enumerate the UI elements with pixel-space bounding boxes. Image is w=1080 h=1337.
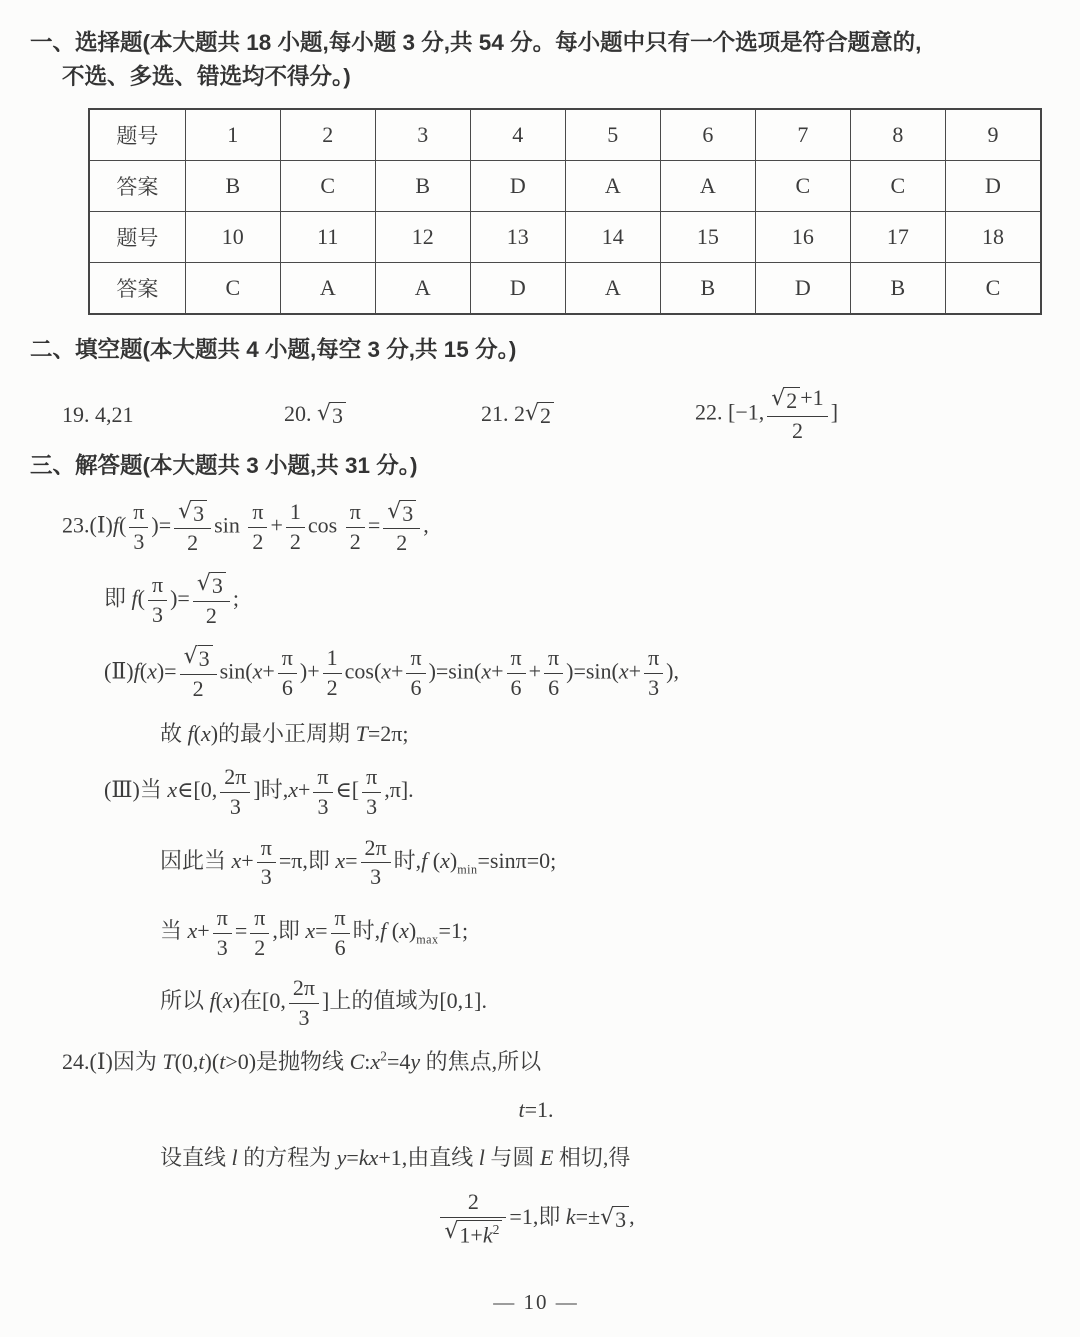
solution-line: 所以 f(x)在[0, $\frac{2\pi}{3}$ ]上的值域为[0,1]. [160, 975, 487, 1030]
solution-line: 故 f(x)的最小正周期 T=2π; [160, 720, 409, 746]
solution-line: 因此当 x+ $\frac{\pi}{3}$ =π,即 x= $\frac{2\pi}{3}$ 时,f $(x)_{min}=\sin\pi=0$; [160, 834, 557, 890]
solution-line: 当 x+ $\frac{\pi}{3}$ = $\frac{\pi}{2}$ ,即 x= $\frac{\pi}{6}$ 时,f $(x)_{max}=1$; [160, 904, 469, 960]
solution-lines [30, 499, 1042, 1248]
section1-heading [30, 26, 1042, 60]
solution-line: 23.(Ⅰ)f( $\frac{\pi}{3}$ )= √ 3 2 sin $\frac{\pi}{2}$ + $\frac{1}{2}$ cos $\frac{\pi}{2}$ = √ 3 2 , [62, 498, 429, 556]
answer-cell: 16 [755, 211, 850, 262]
answer-cell: 17 [850, 211, 945, 262]
fill-answer: 22. [−1, √ 2 +1 2 ] [695, 385, 839, 443]
answer-cell: D [755, 262, 850, 314]
row-label: 答案 [89, 262, 185, 314]
table-row [89, 160, 1041, 211]
answer-cell: B [660, 262, 755, 314]
section3-title: 三、解答题 [30, 453, 143, 479]
section2-heading [30, 333, 1042, 367]
answer-cell: 3 [375, 109, 470, 161]
section3-heading [30, 449, 1042, 483]
section-multiple-choice [30, 26, 1042, 333]
table-row [89, 109, 1041, 161]
answer-cell: 1 [185, 109, 280, 161]
answer-cell: D [470, 262, 565, 314]
answer-cell: 6 [660, 109, 755, 161]
fill-answer: 21. 2 √ 2 [481, 401, 695, 429]
answer-cell: 11 [280, 211, 375, 262]
answer-cell: A [660, 160, 755, 211]
row-label: 题号 [89, 109, 185, 161]
answer-cell: 14 [565, 211, 660, 262]
answer-cell: 2 [280, 109, 375, 161]
answer-cell: 12 [375, 211, 470, 262]
answer-table [88, 108, 1042, 315]
answer-cell: 15 [660, 211, 755, 262]
answer-cell: 8 [850, 109, 945, 161]
answer-cell: C [945, 262, 1041, 314]
row-label: 答案 [89, 160, 185, 211]
answer-cell: A [565, 262, 660, 314]
answer-cell: C [185, 262, 280, 314]
answer-cell: 5 [565, 109, 660, 161]
section1-desc-line2: 不选、多选、错选均不得分。) [62, 63, 351, 89]
section2-title: 二、填空题 [30, 336, 143, 362]
section1-title: 一、选择题 [30, 30, 143, 55]
section-fill-in [30, 333, 1042, 450]
section3-desc: (本大题共 3 小题,共 31 分。) [142, 453, 418, 479]
solution-line: 24.(Ⅰ)因为 T(0,t)(t>0)是抛物线 $C:x^2=4y$ 的焦点,所以 [62, 1049, 542, 1075]
solution-line: 设直线 l 的方程为 y=kx+1,由直线 l 与圆 E 相切,得 [160, 1145, 631, 1171]
answer-cell: 9 [945, 109, 1041, 161]
solution-line: t=1. [518, 1097, 554, 1123]
solution-line: 即 f( $\frac{\pi}{3}$ )= √ 3 2 ; [104, 571, 239, 629]
answer-cell: C [280, 160, 375, 211]
solution-line: (Ⅱ)f(x)= √ 3 2 sin(x+ $\frac{\pi}{6}$ )+ $\frac{1}{2}$ cos(x+ $\frac{\pi}{6}$ )=sin(x+ $\frac{\pi}{6}$ + $\frac{\pi}{6}$ )=sin(x+ $\frac{\pi}{3}$ ), [104, 644, 679, 701]
answer-cell: B [850, 262, 945, 314]
solution-line: (Ⅲ)当 x∈[0, $\frac{2\pi}{3}$ ]时,x+ $\frac{\pi}{3}$ ∈[ $\frac{\pi}{3}$ ,π]. [104, 764, 414, 820]
answer-cell: B [375, 160, 470, 211]
answer-cell: D [945, 160, 1041, 211]
section-solutions [30, 449, 1042, 1264]
answer-cell: A [375, 262, 470, 314]
answer-cell: 18 [945, 211, 1041, 262]
answer-cell: 7 [755, 109, 850, 161]
fill-answer: 20. √ 3 [284, 401, 481, 429]
answer-cell: C [850, 160, 945, 211]
answer-cell: 10 [185, 211, 280, 262]
answer-cell: A [280, 262, 375, 314]
section1-desc-line1: (本大题共 18 小题,每小题 3 分,共 54 分。每小题中只有一个选项是符合题意的, [142, 30, 922, 55]
table-row [89, 262, 1041, 314]
section2-desc: (本大题共 4 小题,每空 3 分,共 15 分。) [142, 336, 517, 362]
answer-cell: 13 [470, 211, 565, 262]
answer-cell: A [565, 160, 660, 211]
fill-answer: 19. 4,21 [62, 401, 134, 427]
row-label: 题号 [89, 211, 185, 262]
fill-answers [30, 386, 1042, 443]
page-number: — 10 — [493, 1289, 579, 1314]
answer-cell: 4 [470, 109, 565, 161]
answer-cell: D [470, 160, 565, 211]
solution-line: 2 √ $1+k^2$ =1,即 k=± √ 3 , [30, 1190, 1042, 1248]
table-row [89, 211, 1041, 262]
answer-table-body [89, 109, 1041, 314]
answer-cell: B [185, 160, 280, 211]
answer-cell: C [755, 160, 850, 211]
